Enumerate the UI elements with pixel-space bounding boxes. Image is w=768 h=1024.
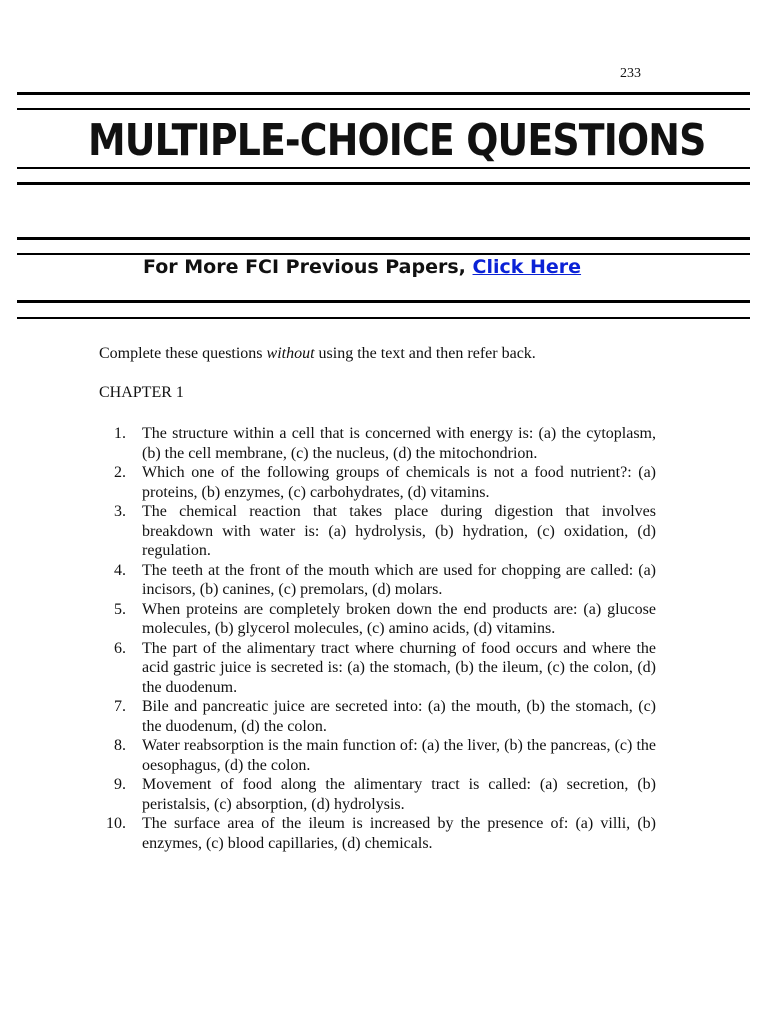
question-number: 1. <box>114 425 126 442</box>
intro-instruction <box>99 345 536 363</box>
divider-rule <box>17 300 750 303</box>
promo-line <box>143 256 581 278</box>
click-here-link[interactable]: Click Here <box>472 256 582 278</box>
question-text: The teeth at the front of the mouth which are used for chopping are called: (a) incisors, (b) canines, (c) premolars, (d) molars. <box>142 561 656 598</box>
divider-rule <box>17 92 750 95</box>
question-item <box>96 736 656 775</box>
question-number: 4. <box>114 561 126 579</box>
intro-text: Complete these questions <box>99 345 267 362</box>
question-text: When proteins are completely broken down the end products are: (a) glucose molecules, (b) glycerol molecules, (c) amino acids, (d) vitamins. <box>142 600 656 637</box>
question-text: The part of the alimentary tract where churning of food occurs and where the acid gastric juice is secreted is: (a) the stomach, (b) the ileum, (c) the colon, (d) the duodenum. <box>142 639 656 696</box>
divider-rule <box>17 237 750 240</box>
divider-rule <box>17 182 750 185</box>
divider-rule <box>17 317 750 319</box>
question-item <box>96 639 656 698</box>
question-item <box>96 424 656 463</box>
divider-rule <box>17 108 750 110</box>
question-item <box>96 814 656 853</box>
question-item <box>96 502 656 561</box>
question-text: The surface area of the ileum is increased by the presence of: (a) villi, (b) enzymes, (c) blood capillaries, (d) chemicals. <box>142 815 656 852</box>
page-number: 233 <box>620 66 641 81</box>
question-text: The chemical reaction that takes place during digestion that involves breakdown with water is: (a) hydrolysis, (b) hydration, (c) oxidation, (d) regulation. <box>142 503 656 559</box>
question-list <box>96 424 656 853</box>
intro-emphasis: without <box>266 345 315 362</box>
question-number: 5. <box>114 600 126 618</box>
question-item <box>96 600 656 639</box>
divider-rule <box>17 167 750 169</box>
question-number: 3. <box>114 503 126 520</box>
question-number: 9. <box>114 776 126 793</box>
banner-title: MULTIPLE-CHOICE QUESTIONS <box>88 115 706 166</box>
question-number: 8. <box>114 737 126 754</box>
question-text: Which one of the following groups of chemicals is not a food nutrient?: (a) proteins, (b) enzymes, (c) carbohydrates, (d) vitamins. <box>142 464 656 501</box>
question-number: 2. <box>114 464 126 481</box>
question-item <box>96 775 656 814</box>
intro-text: using the text and then refer back. <box>314 345 536 362</box>
question-number: 10. <box>106 815 126 832</box>
promo-text: For More FCI Previous Papers, <box>143 256 473 278</box>
question-item <box>96 561 656 600</box>
chapter-heading: CHAPTER 1 <box>99 384 184 401</box>
question-text: Movement of food along the alimentary tract is called: (a) secretion, (b) peristalsis, (c) absorption, (d) hydrolysis. <box>142 776 656 813</box>
question-item <box>96 697 656 736</box>
question-text: Bile and pancreatic juice are secreted into: (a) the mouth, (b) the stomach, (c) the duodenum, (d) the colon. <box>142 698 656 735</box>
question-item <box>96 463 656 502</box>
question-number: 6. <box>114 639 126 657</box>
divider-rule <box>17 253 750 255</box>
question-text: Water reabsorption is the main function of: (a) the liver, (b) the pancreas, (c) the oesophagus, (d) the colon. <box>142 737 656 774</box>
question-text: The structure within a cell that is concerned with energy is: (a) the cytoplasm, (b) the cell membrane, (c) the nucleus, (d) the mitochondrion. <box>142 425 656 462</box>
question-number: 7. <box>114 698 126 715</box>
